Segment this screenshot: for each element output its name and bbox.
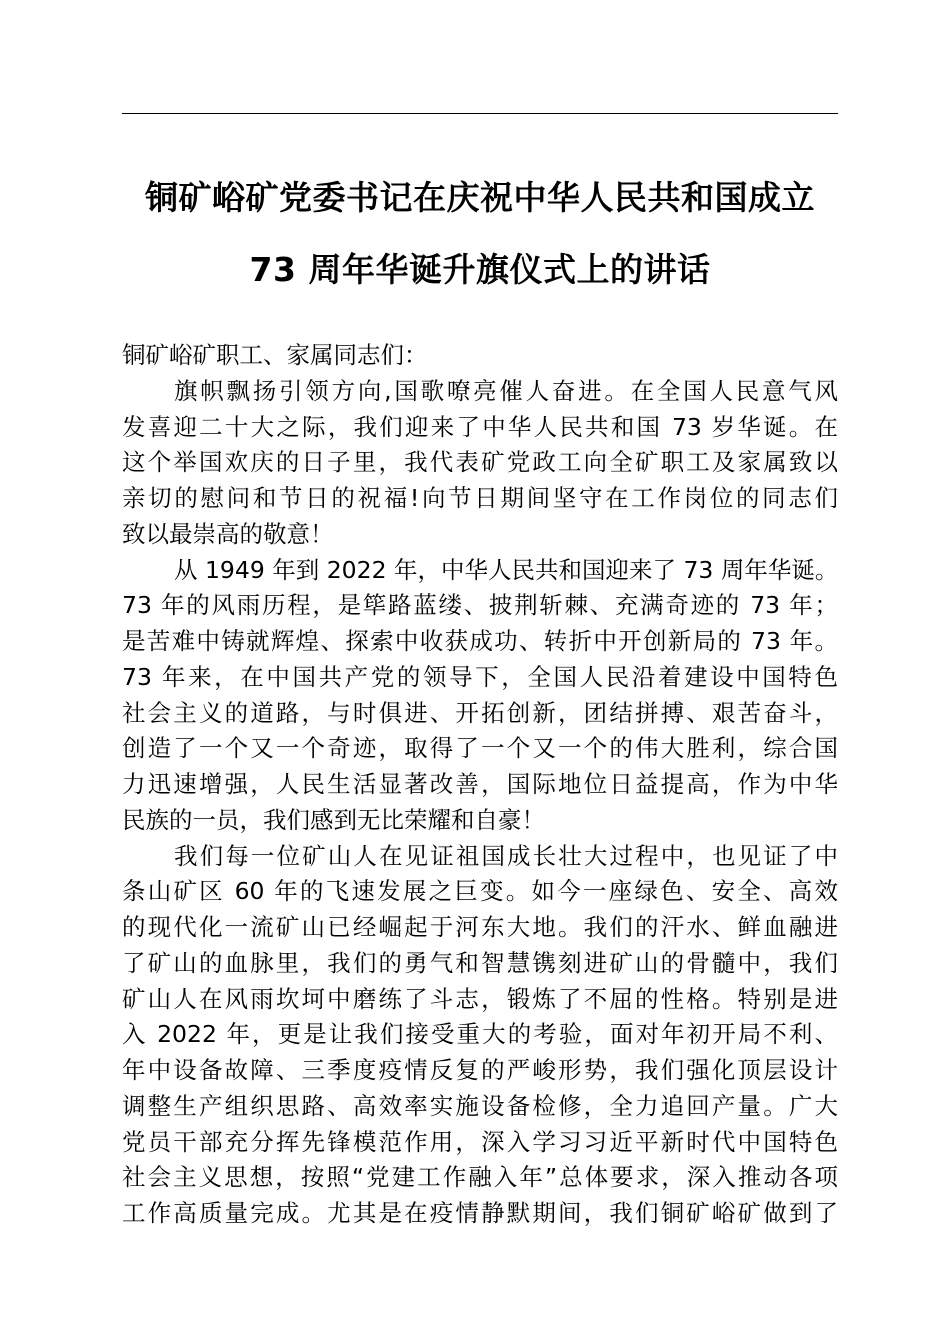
paragraph-line: 了矿山的血脉里，我们的勇气和智慧镌刻进矿山的骨髓中，我们 <box>122 948 838 977</box>
paragraph-line: 创造了一个又一个奇迹，取得了一个又一个的伟大胜利，综合国 <box>122 734 838 763</box>
paragraph-line: 工作高质量完成。尤其是在疫情静默期间，我们铜矿峪矿做到了 <box>122 1199 838 1227</box>
header-rule <box>122 113 838 114</box>
paragraph-line: 的现代化一流矿山已经崛起于河东大地。我们的汗水、鲜血融进 <box>122 913 838 941</box>
paragraph-line: 73 年的风雨历程，是筚路蓝缕、披荆斩棘、充满奇迹的 73 年； <box>122 591 838 620</box>
paragraph-line: 从 1949 年到 2022 年，中华人民共和国迎来了 73 周年华诞。 <box>174 555 839 584</box>
paragraph-line: 致以最崇高的敬意！ <box>122 519 334 548</box>
paragraph-line: 旗帜飘扬引领方向,国歌嘹亮催人奋进。在全国人民意气风 <box>174 376 838 405</box>
paragraph-line: 这个举国欢庆的日子里，我代表矿党政工向全矿职工及家属致以 <box>122 448 838 477</box>
paragraph-line: 社会主义思想，按照“党建工作融入年”总体要求，深入推动各项 <box>122 1163 838 1192</box>
paragraph-line: 调整生产组织思路、高效率实施设备检修，全力追回产量。广大 <box>122 1091 838 1120</box>
salutation: 铜矿峪矿职工、家属同志们： <box>122 341 428 369</box>
title-line-1: 铜矿峪矿党委书记在庆祝中华人民共和国成立 <box>145 178 815 217</box>
paragraph-line: 党员干部充分挥先锋模范作用，深入学习习近平新时代中国特色 <box>122 1127 838 1156</box>
paragraph-line: 发喜迎二十大之际，我们迎来了中华人民共和国 73 岁华诞。在 <box>122 412 838 441</box>
paragraph-line: 年中设备故障、三季度疫情反复的严峻形势，我们强化顶层设计 <box>122 1056 838 1084</box>
paragraph-line: 亲切的慰问和节日的祝福!向节日期间坚守在工作岗位的同志们 <box>122 484 838 512</box>
paragraph-line: 民族的一员，我们感到无比荣耀和自豪！ <box>122 805 545 834</box>
paragraph-line: 我们每一位矿山人在见证祖国成长壮大过程中，也见证了中 <box>174 841 838 870</box>
paragraph-line: 矿山人在风雨坎坷中磨练了斗志，锻炼了不屈的性格。特别是进 <box>122 984 838 1013</box>
document-body <box>122 338 838 1232</box>
paragraph-line: 社会主义的道路，与时俱进、开拓创新，团结拼搏、艰苦奋斗， <box>122 698 838 727</box>
paragraph-line: 是苦难中铸就辉煌、探索中收获成功、转折中开创新局的 73 年。 <box>122 627 838 655</box>
paragraph-line: 入 2022 年，更是让我们接受重大的考验，面对年初开局不利、 <box>122 1020 838 1049</box>
paragraph-line: 条山矿区 60 年的飞速发展之巨变。如今一座绿色、安全、高效 <box>122 877 838 906</box>
paragraph-line: 73 年来，在中国共产党的领导下，全国人民沿着建设中国特色 <box>122 662 838 691</box>
title-line-2: 73 周年华诞升旗仪式上的讲话 <box>249 250 711 289</box>
paragraph-line: 力迅速增强，人民生活显著改善，国际地位日益提高，作为中华 <box>122 770 838 798</box>
